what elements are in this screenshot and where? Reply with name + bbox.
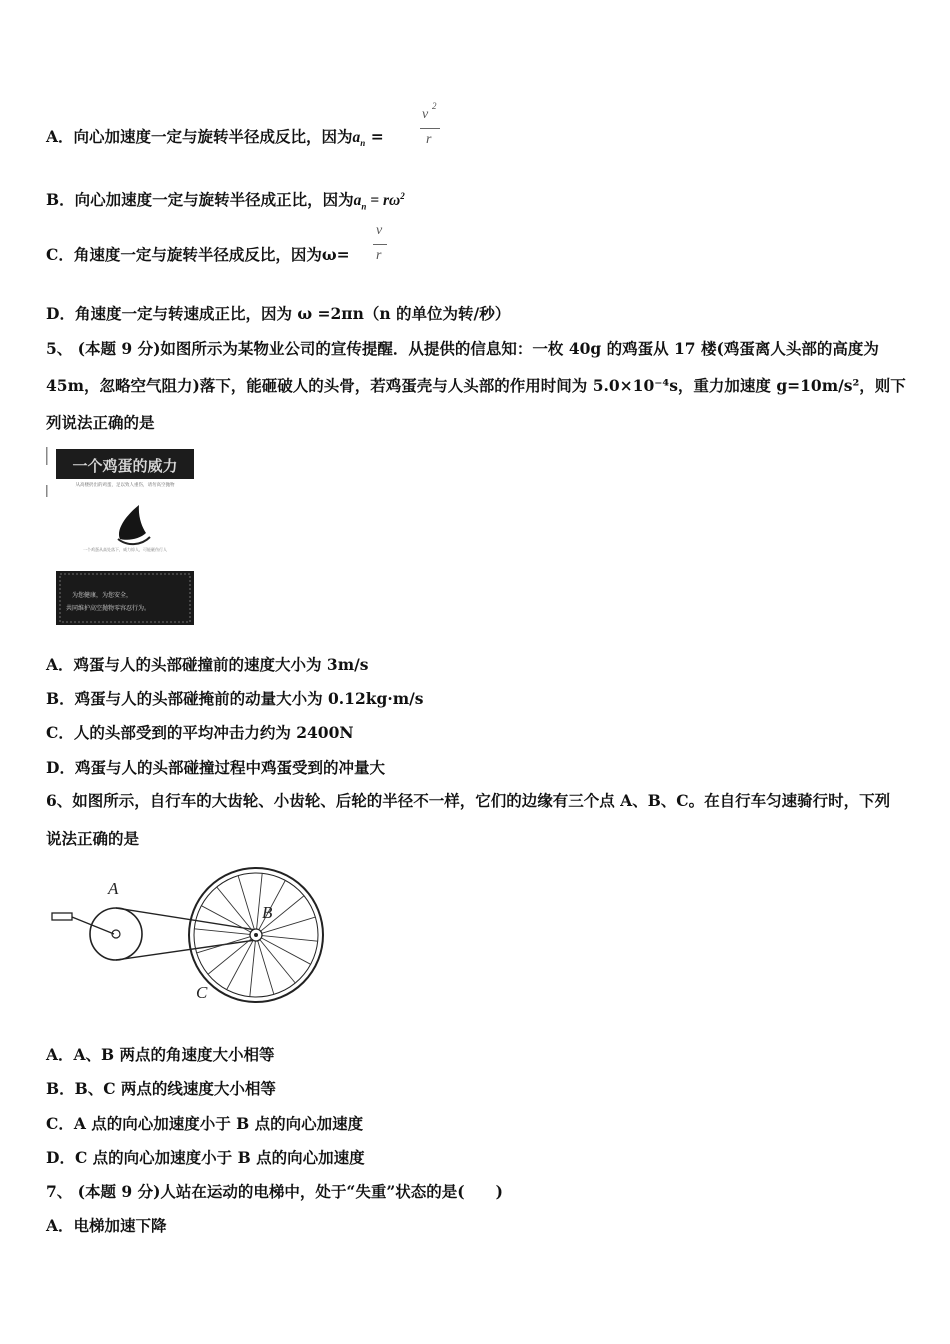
point-a-label: A <box>108 879 119 898</box>
wheel-spoke <box>258 941 274 995</box>
q6-option-b: B．B、C 两点的线速度大小相等 <box>46 1079 276 1098</box>
wheel-spoke <box>197 937 251 953</box>
q4-option-a-sub: n <box>360 138 366 149</box>
q6-stem-line-1: 6、如图所示，自行车的大齿轮、小齿轮、后轮的半径不一样，它们的边缘有三个点 A、B、C。在自行车匀速骑行时，下列 <box>46 791 891 810</box>
q4-option-a-symbol: a <box>352 129 361 146</box>
poster-footer-line-1: 为您健康，为您安全， <box>72 592 133 599</box>
wheel-spoke <box>262 936 318 942</box>
q5-option-c: C．人的头部受到的平均冲击力约为 2400N <box>46 723 354 742</box>
q5-option-a: A．鸡蛋与人的头部碰撞前的速度大小为 3m/s <box>46 655 369 674</box>
q4-option-c-denominator: r <box>376 248 382 263</box>
q4-option-a-eq: = <box>365 127 384 146</box>
q4-option-b <box>46 186 405 216</box>
q4-option-b-sub: n <box>361 201 367 212</box>
small-gear-axle <box>254 933 258 937</box>
q4-option-b-sup: 2 <box>400 191 405 201</box>
pedal <box>52 913 72 920</box>
poster-subtitle: 从高楼扔出的鸡蛋，足以致人重伤，请勿高空抛物 <box>75 483 175 488</box>
q4-option-a-numerator: v <box>422 107 429 122</box>
poster-edge-mark <box>46 485 48 497</box>
q4-option-b-symbol: a <box>353 192 362 210</box>
q5-stem-line-3: 列说法正确的是 <box>46 413 155 432</box>
big-gear <box>90 908 142 960</box>
q4-option-a-fraction-bar <box>420 128 440 129</box>
q5-option-d: D．鸡蛋与人的头部碰撞过程中鸡蛋受到的冲量大 <box>46 758 385 777</box>
q4-option-a-text: A．向心加速度一定与旋转半径成反比，因为 <box>46 127 353 146</box>
q6-option-c: C．A 点的向心加速度小于 B 点的向心加速度 <box>46 1114 364 1133</box>
poster-footer-line-2: 共同维护高空抛物零容忍行为。 <box>66 605 151 612</box>
q4-option-c-numerator: v <box>376 223 383 238</box>
q4-option-c-text: C．角速度一定与旋转半径成反比，因为ω= <box>46 245 350 264</box>
q7-stem: 7、 (本题 9 分)人站在运动的电梯中，处于“失重”状态的是( ) <box>46 1182 503 1201</box>
q5-option-b: B．鸡蛋与人的头部碰掩前的动量大小为 0.12kg·m/s <box>46 689 424 708</box>
q6-option-d: D．C 点的向心加速度小于 B 点的向心加速度 <box>46 1148 365 1167</box>
wheel-spoke <box>238 876 254 930</box>
q4-option-a-denominator: r <box>426 132 432 147</box>
q5-stem-line-2: 45m，忽略空气阻力)落下，能砸破人的头骨，若鸡蛋壳与人头部的作用时间为 5.0×10⁻⁴s，重力加速度 g=10m/s²，则下 <box>46 376 906 395</box>
poster-caption: 一个鸡蛋从高处落下，威力惊人，可能砸伤行人 <box>83 547 167 552</box>
poster-title: 一个鸡蛋的威力 <box>72 457 178 475</box>
q4-option-c-fraction-bar <box>373 244 387 245</box>
q6-option-a: A．A、B 两点的角速度大小相等 <box>46 1045 275 1064</box>
q4-option-a-sup: 2 <box>432 101 437 111</box>
q5-stem-line-1: 5、 (本题 9 分)如图所示为某物业公司的宣传提醒．从提供的信息知：一枚 40g 的鸡蛋从 17 楼(鸡蛋离人头部的高度为 <box>46 339 879 358</box>
q7-option-a: A．电梯加速下降 <box>46 1216 167 1235</box>
q4-option-b-text: B．向心加速度一定与旋转半径成正比，因为 <box>46 190 354 210</box>
falling-egg-icon <box>119 505 146 540</box>
poster-edge-mark <box>46 447 48 465</box>
point-c-label: C <box>196 983 208 1002</box>
bicycle-gear-diagram <box>46 858 336 1008</box>
q4-option-d: D．角速度一定与转速成正比，因为 ω =2πn（n 的单位为转/秒） <box>46 304 511 323</box>
wheel-spoke <box>250 941 256 997</box>
wheel-spoke <box>194 929 250 935</box>
point-b-label: B <box>262 903 273 922</box>
q4-option-a <box>46 127 384 153</box>
crank-arm <box>72 917 114 934</box>
q4-option-c <box>46 245 350 265</box>
egg-warning-poster <box>46 447 196 629</box>
q6-stem-line-2: 说法正确的是 <box>46 829 140 848</box>
q4-option-b-eq: = rω <box>366 192 401 210</box>
